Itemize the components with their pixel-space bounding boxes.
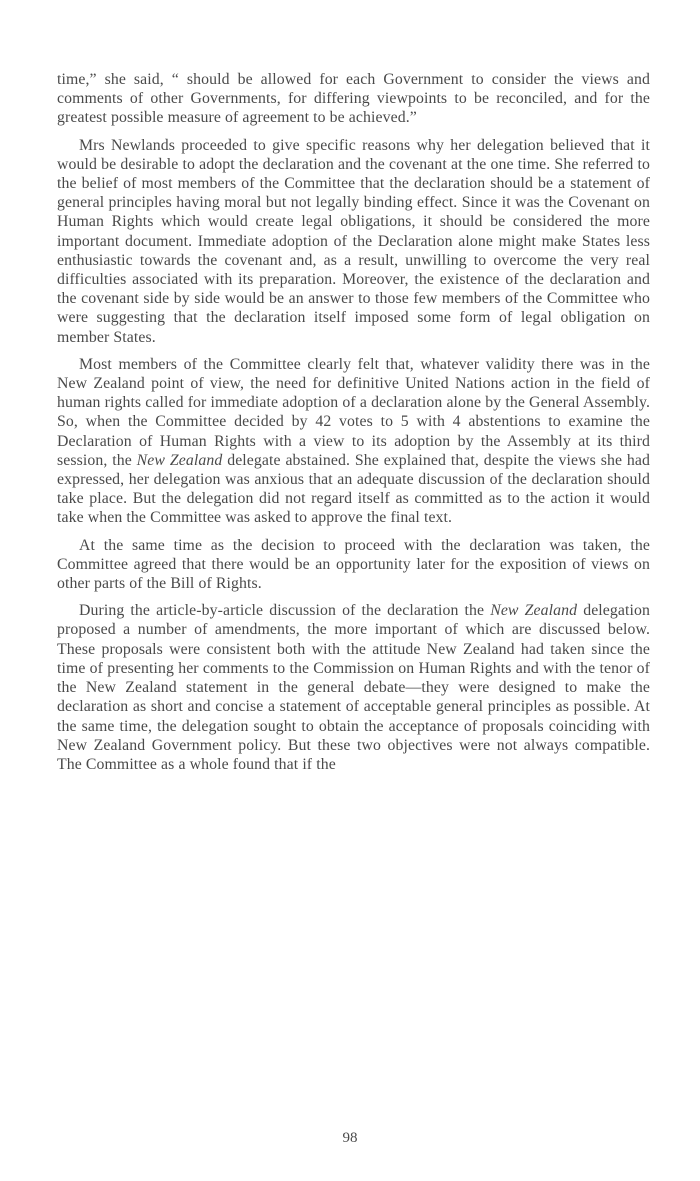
paragraph-3-part-b: delegate abstained. She explained that, despite the views she had expressed, her delegation was anxious that an adequate discussion of the declaration should take place. But the delegation did not regard itself as committed as to the action it would take when the Committee was asked to approve the final text.: [57, 451, 650, 527]
body-text: [57, 70, 650, 782]
paragraph-5-italic: New Zealand: [490, 602, 578, 620]
paragraph-2: Mrs Newlands proceeded to give specific reasons why her delegation believed that it would be desirable to adopt the declaration and the covenant at the one time. She referred to the belief of most members of the Committee that the declaration should be a statement of general principles having moral but not legally binding effect. Since it was the Covenant on Human Rights which would create legal obligations, it should be considered the more important document. Immediate adoption of the Declaration alone might make States less enthusiastic towards the covenant and, as a result, unwilling to overcome the very real difficulties associated with its preparation. Moreover, the existence of the declaration and the covenant side by side would be an answer to those few members of the Committee who were suggesting that the declaration itself imposed some form of legal obligation on member States.: [57, 136, 650, 346]
paragraph-3-italic: New Zealand: [136, 451, 223, 469]
page-number: 98: [342, 1130, 358, 1146]
paragraph-4: At the same time as the decision to proceed with the declaration was taken, the Committee agreed that there would be an opportunity later for the exposition of views on other parts of the Bill of Rights.: [57, 536, 650, 593]
paragraph-5-part-b: delegation proposed a number of amendments, the more important of which are discussed below. These proposals were consistent both with the attitude New Zealand had taken since the time of presenting her comments to the Commission on Human Rights and with the tenor of the New Zealand statement in the general debate—they were designed to make the declaration as short and concise a statement of acceptable general principles as possible. At the same time, the delegation sought to obtain the acceptance of proposals coinciding with New Zealand Government policy. But these two objectives were not always compatible. The Committee as a whole found that if the: [57, 602, 650, 773]
paragraph-3: [57, 355, 650, 528]
paragraph-1: time,” she said, “ should be allowed for each Government to consider the views and comments of other Governments, for differing viewpoints to be reconciled, and for the greatest possible measure of agreement to be achieved.”: [57, 71, 650, 127]
paragraph-5-part-a: During the article-by-article discussion of the declaration the: [79, 602, 491, 620]
paragraph-3-part-a: Most members of the Committee clearly felt that, whatever validity there was in the New Zealand point of view, the need for definitive United Nations action in the field of human rights called for immediate adoption of a declaration alone by the General Assembly. So, when the Committee decided by 42 votes to 5 with 4 abstentions to examine the Declaration of Human Rights with a view to its adoption by the Assembly at its third session, the: [57, 355, 650, 469]
paragraph-5: [57, 601, 650, 774]
